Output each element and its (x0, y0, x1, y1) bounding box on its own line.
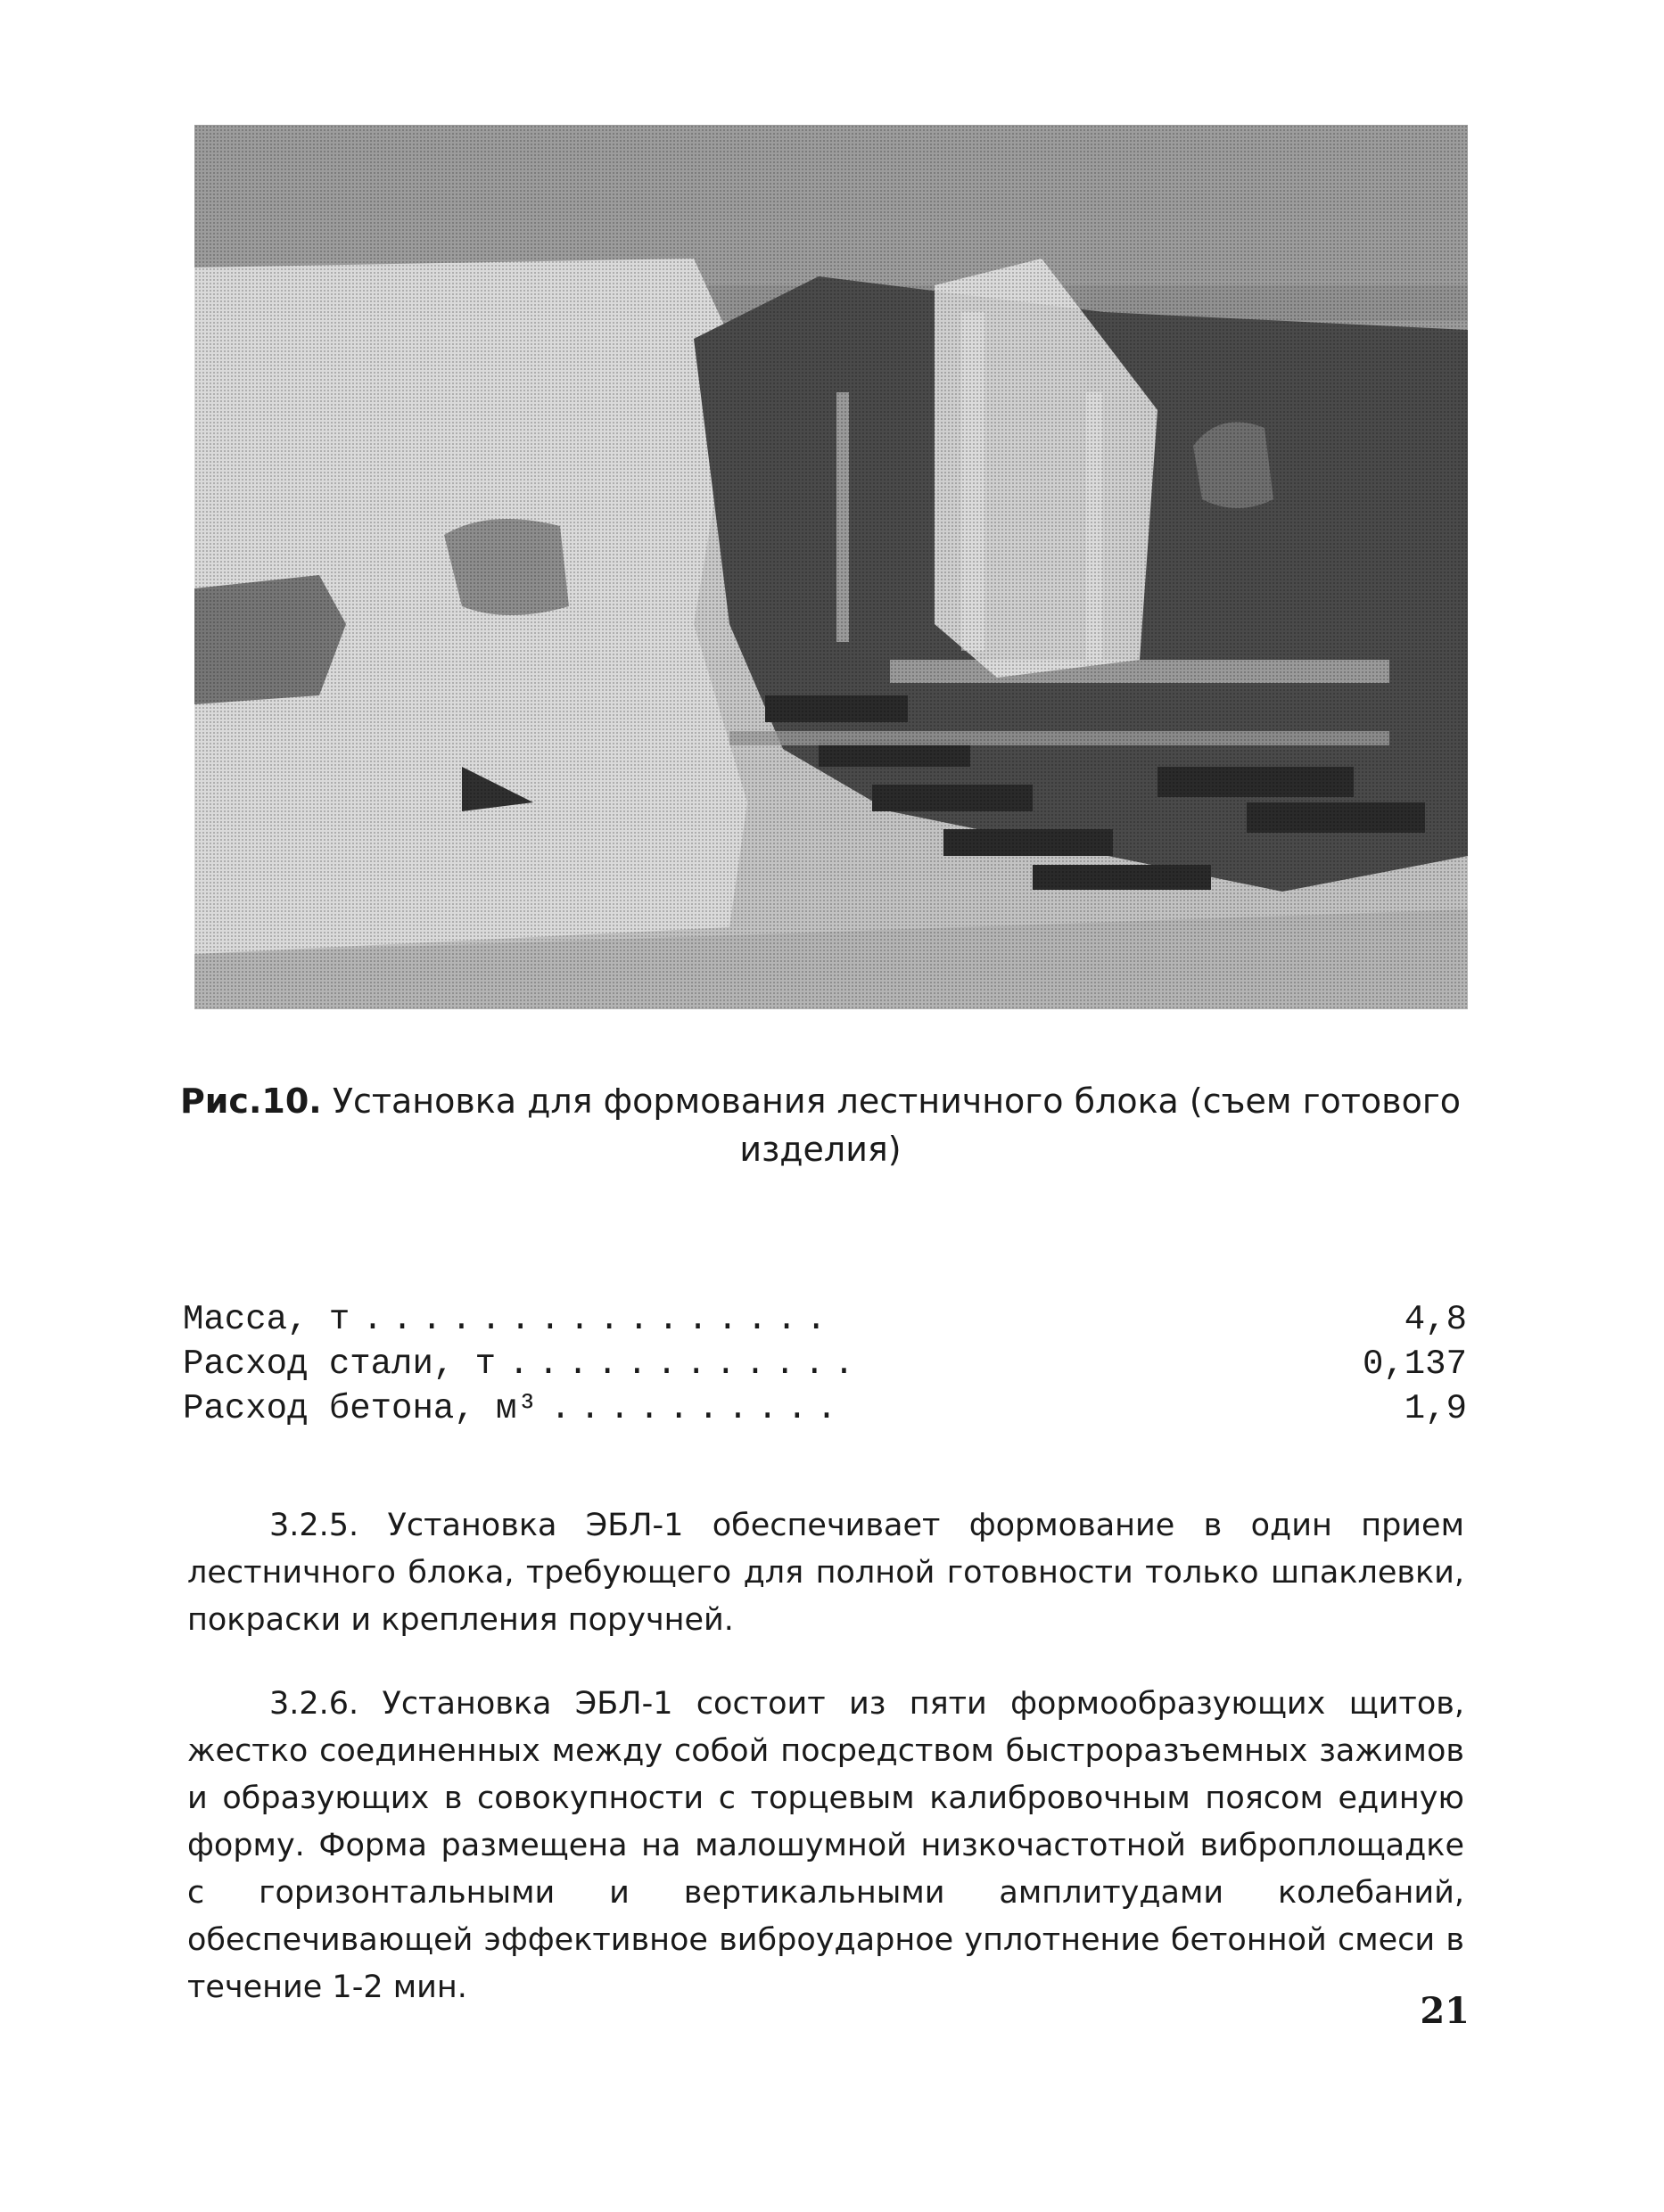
spec-row: Масса, т ................ 4,8 (183, 1297, 1467, 1342)
paragraph-3-2-5: 3.2.5. Установка ЭБЛ-1 обеспечивает формование в один прием лестничного блока, требующего для полной готовности только шпаклевки, покраски и крепления поручней. (187, 1508, 1464, 1638)
spec-label: Расход стали, т (183, 1344, 497, 1384)
spec-label: Расход бетона, м³ (183, 1389, 538, 1428)
figure-caption-text: Установка для формования лестничного блока (съем готового изделия) (332, 1081, 1462, 1169)
spec-value: 0,137 (1362, 1344, 1467, 1384)
spec-row: Расход стали, т ............ 0,137 (183, 1342, 1467, 1386)
figure-label: Рис.10. (179, 1081, 322, 1121)
paragraph-3-2-6: 3.2.6. Установка ЭБЛ-1 состоит из пяти формообразующих щитов, жестко соединенных между собой посредством быстроразъемных зажимов и образующих в совокупности с торцевым калибровочным поясом единую форму. Форма размещена на малошумной низкочастотной виброплощадке с горизонтальными и вертикальными амплитудами колебаний, обеспечивающей эффективное виброударное уплотнение бетонной смеси в течение 1-2 мин. (187, 1686, 1464, 2005)
figure-caption (178, 1077, 1462, 1173)
page-number: 21 (1420, 1990, 1470, 2032)
spec-row: Расход бетона, м³ .......... 1,9 (183, 1386, 1467, 1431)
spec-value: 4,8 (1404, 1300, 1467, 1339)
specifications-list (183, 1297, 1467, 1431)
stair-block-forming-unit-photo (194, 125, 1468, 1009)
spec-label: Масса, т (183, 1300, 350, 1339)
spec-value: 1,9 (1404, 1389, 1467, 1428)
